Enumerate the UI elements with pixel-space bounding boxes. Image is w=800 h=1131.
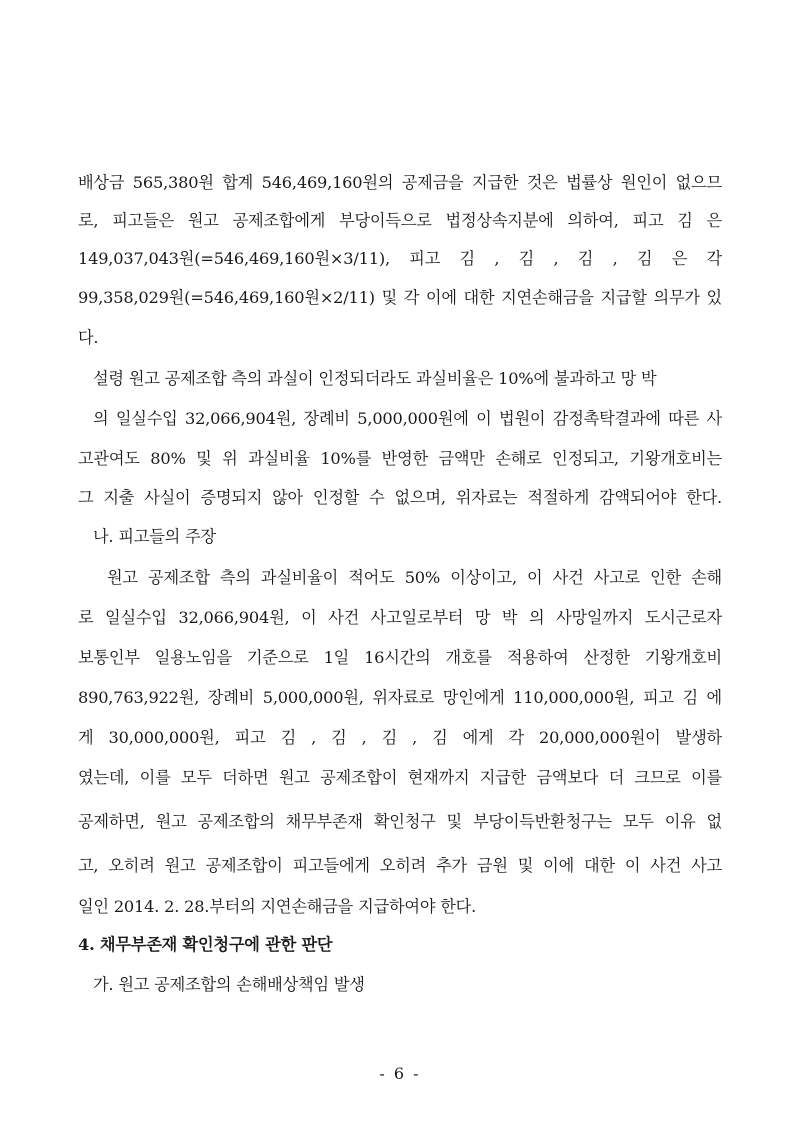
text-line: 배상금 565,380원 합계 546,469,160원의 공제금을 지급한 것은 법률상 원인이 없으므 [78,173,722,192]
text-line: 그 지출 사실이 증명되지 않아 인정할 수 없으며, 위자료는 적절하게 감액되어야 한다. [78,488,722,507]
text-line: 설령 원고 공제조합 측의 과실이 인정되더라도 과실비율은 10%에 불과하고 망 박 [93,369,657,388]
text-line: 99,358,029원(=546,469,160원×2/11) 및 각 이에 대한 지연손해금을 지급할 의무가 있 [78,288,722,307]
text-line: 의 일실수입 32,066,904원, 장례비 5,000,000원에 이 법원이 감정촉탁결과에 따른 사 [93,409,722,428]
text-line: 다. [78,328,99,347]
text-line: 고, 오히려 원고 공제조합이 피고들에게 오히려 추가 금원 및 이에 대한 이 사건 사고 [78,856,722,875]
page-number: - 6 - [379,1064,421,1083]
text-line: 149,037,043원(=546,469,160원×3/11), 피고 김 , 김 , 김 , 김 은 각 [78,249,722,268]
text-line: 로 일실수입 32,066,904원, 이 사건 사고일로부터 망 박 의 사망일까지 도시근로자 [78,608,722,627]
text-line: 공제하면, 원고 공제조합의 채무부존재 확인청구 및 부당이득반환청구는 모두 이유 없 [78,812,722,831]
text-line: 고관여도 80% 및 위 과실비율 10%를 반영한 금액만 손해로 인정되고, 기왕개호비는 [78,449,722,468]
text-line: 일인 2014. 2. 28.부터의 지연손해금을 지급하여야 한다. [78,897,477,916]
text-line: 보통인부 일용노임을 기준으로 1일 16시간의 개호를 적용하여 산정한 기왕개호비 [78,648,722,667]
text-line: 로, 피고들은 원고 공제조합에게 부당이득으로 법정상속지분에 의하여, 피고 김 은 [78,211,722,230]
text-line: 나. 피고들의 주장 [93,527,216,546]
text-line: 게 30,000,000원, 피고 김 , 김 , 김 , 김 에게 각 20,000,000원이 발생하 [78,728,722,747]
text-line: 890,763,922원, 장례비 5,000,000원, 위자료로 망인에게 110,000,000원, 피고 김 에 [78,688,722,707]
text-line: 원고 공제조합 측의 과실비율이 적어도 50% 이상이고, 이 사건 사고로 인한 손해 [107,568,722,587]
subsection-heading: 가. 원고 공제조합의 손해배상책임 발생 [93,975,365,994]
text-line: 였는데, 이를 모두 더하면 원고 공제조합이 현재까지 지급한 금액보다 더 크므로 이를 [78,768,722,787]
section-heading: 4. 채무부존재 확인청구에 관한 판단 [78,935,333,954]
